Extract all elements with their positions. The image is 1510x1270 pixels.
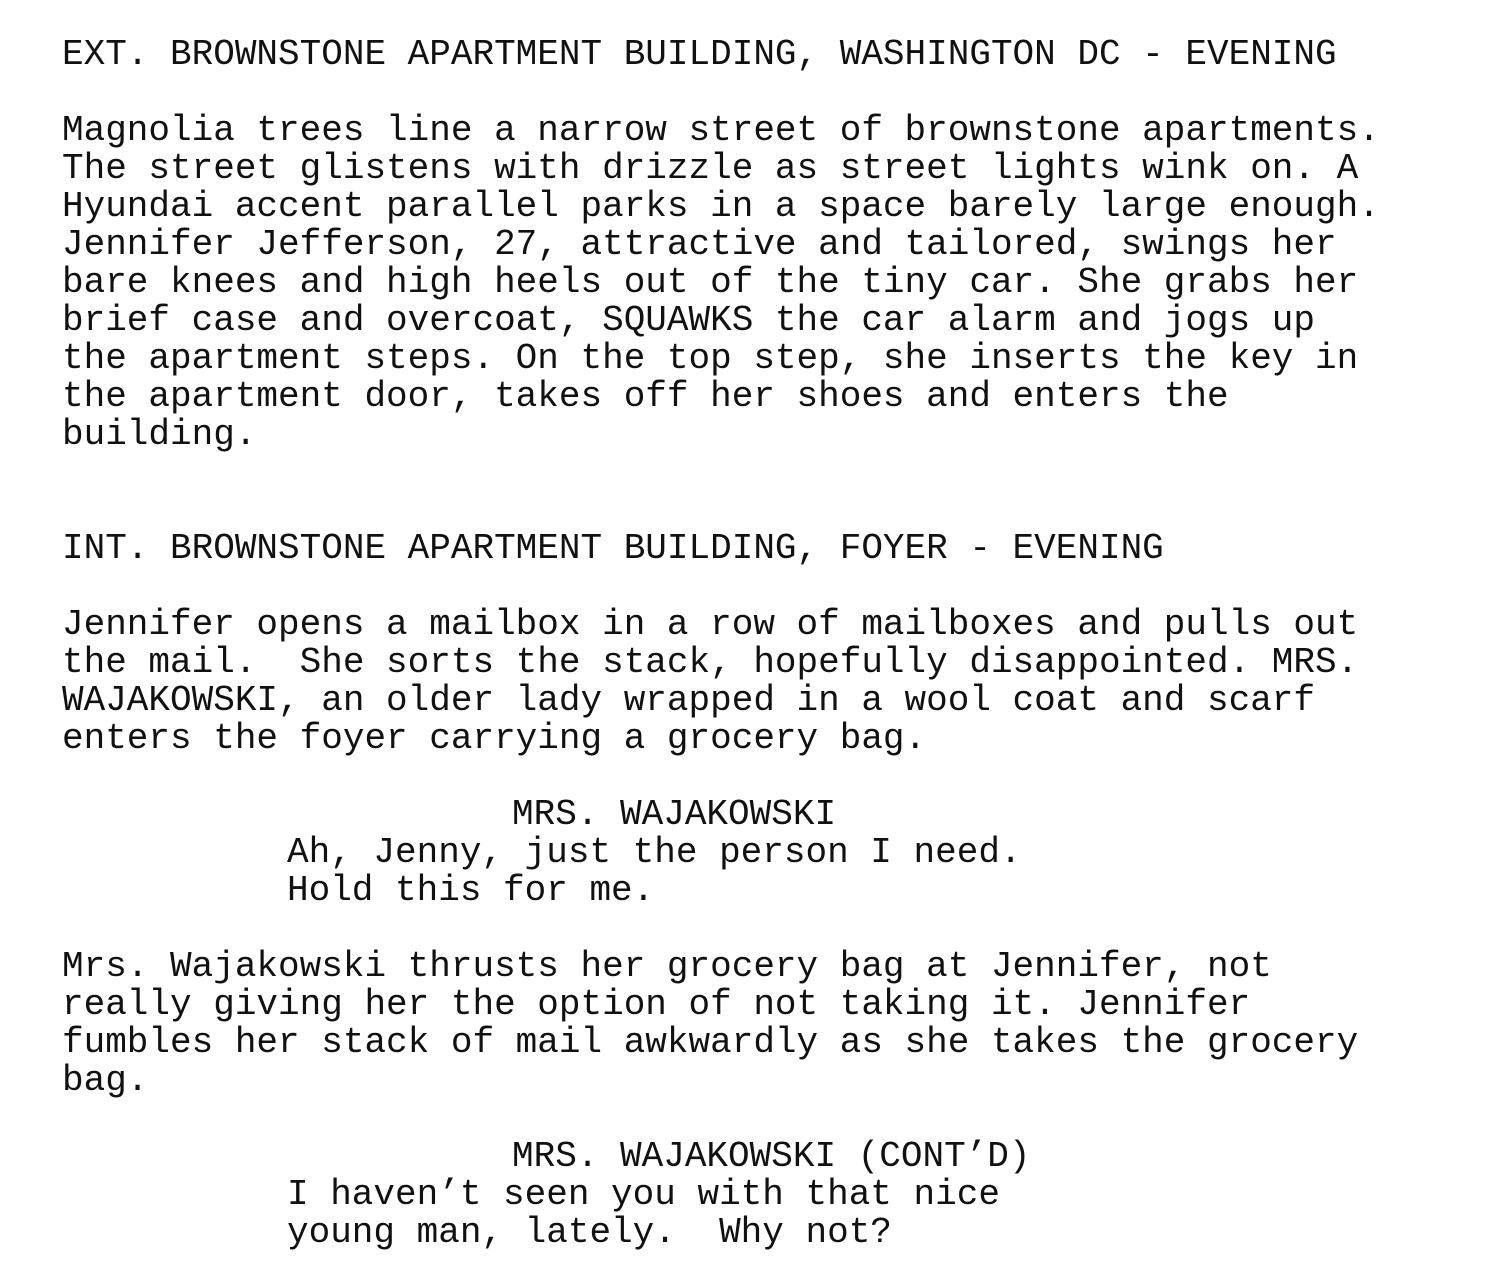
character-name: MRS. WAJAKOWSKI: [512, 794, 837, 835]
spacer: [62, 1100, 1462, 1138]
action-line: Mrs. Wajakowski thrusts her grocery bag at Jennifer, not: [62, 946, 1272, 987]
character-name: MRS. WAJAKOWSKI (CONT’D): [512, 1136, 1031, 1177]
screenplay-page: [62, 36, 1462, 1252]
spacer: [62, 568, 1462, 606]
dialogue-block: [62, 1138, 1462, 1252]
dialogue-line: I haven’t seen you with that nice: [287, 1174, 1000, 1215]
action-line: the mail. She sorts the stack, hopefully disappointed. MRS.: [62, 642, 1359, 683]
action-line: enters the foyer carrying a grocery bag.: [62, 718, 927, 759]
action-line: The street glistens with drizzle as street lights wink on. A: [62, 148, 1359, 189]
spacer: [62, 454, 1462, 530]
spacer: [62, 758, 1462, 796]
action-line: Magnolia trees line a narrow street of brownstone apartments.: [62, 110, 1380, 151]
dialogue-line: young man, lately. Why not?: [287, 1212, 892, 1253]
action-line: Hyundai accent parallel parks in a space barely large enough.: [62, 186, 1380, 227]
action-line: really giving her the option of not taking it. Jennifer: [62, 984, 1251, 1025]
action-line: fumbles her stack of mail awkwardly as she takes the grocery: [62, 1022, 1359, 1063]
dialogue-line: Ah, Jenny, just the person I need.: [287, 832, 1022, 873]
spacer: [62, 74, 1462, 112]
scene-heading: EXT. BROWNSTONE APARTMENT BUILDING, WASHINGTON DC - EVENING: [62, 34, 1337, 75]
spacer: [62, 910, 1462, 948]
action-line: brief case and overcoat, SQUAWKS the car alarm and jogs up: [62, 300, 1316, 341]
action-block: [62, 112, 1462, 454]
action-line: WAJAKOWSKI, an older lady wrapped in a wool coat and scarf: [62, 680, 1316, 721]
dialogue-line: Hold this for me.: [287, 870, 655, 911]
action-line: bag.: [62, 1060, 149, 1101]
action-line: the apartment steps. On the top step, she inserts the key in: [62, 338, 1359, 379]
scene-heading: INT. BROWNSTONE APARTMENT BUILDING, FOYER - EVENING: [62, 528, 1164, 569]
action-line: Jennifer Jefferson, 27, attractive and tailored, swings her: [62, 224, 1337, 265]
action-block: [62, 606, 1462, 758]
action-line: Jennifer opens a mailbox in a row of mailboxes and pulls out: [62, 604, 1359, 645]
action-line: bare knees and high heels out of the tiny car. She grabs her: [62, 262, 1359, 303]
action-line: building.: [62, 414, 257, 455]
action-block: [62, 948, 1462, 1100]
dialogue-block: [62, 796, 1462, 910]
action-line: the apartment door, takes off her shoes and enters the: [62, 376, 1229, 417]
